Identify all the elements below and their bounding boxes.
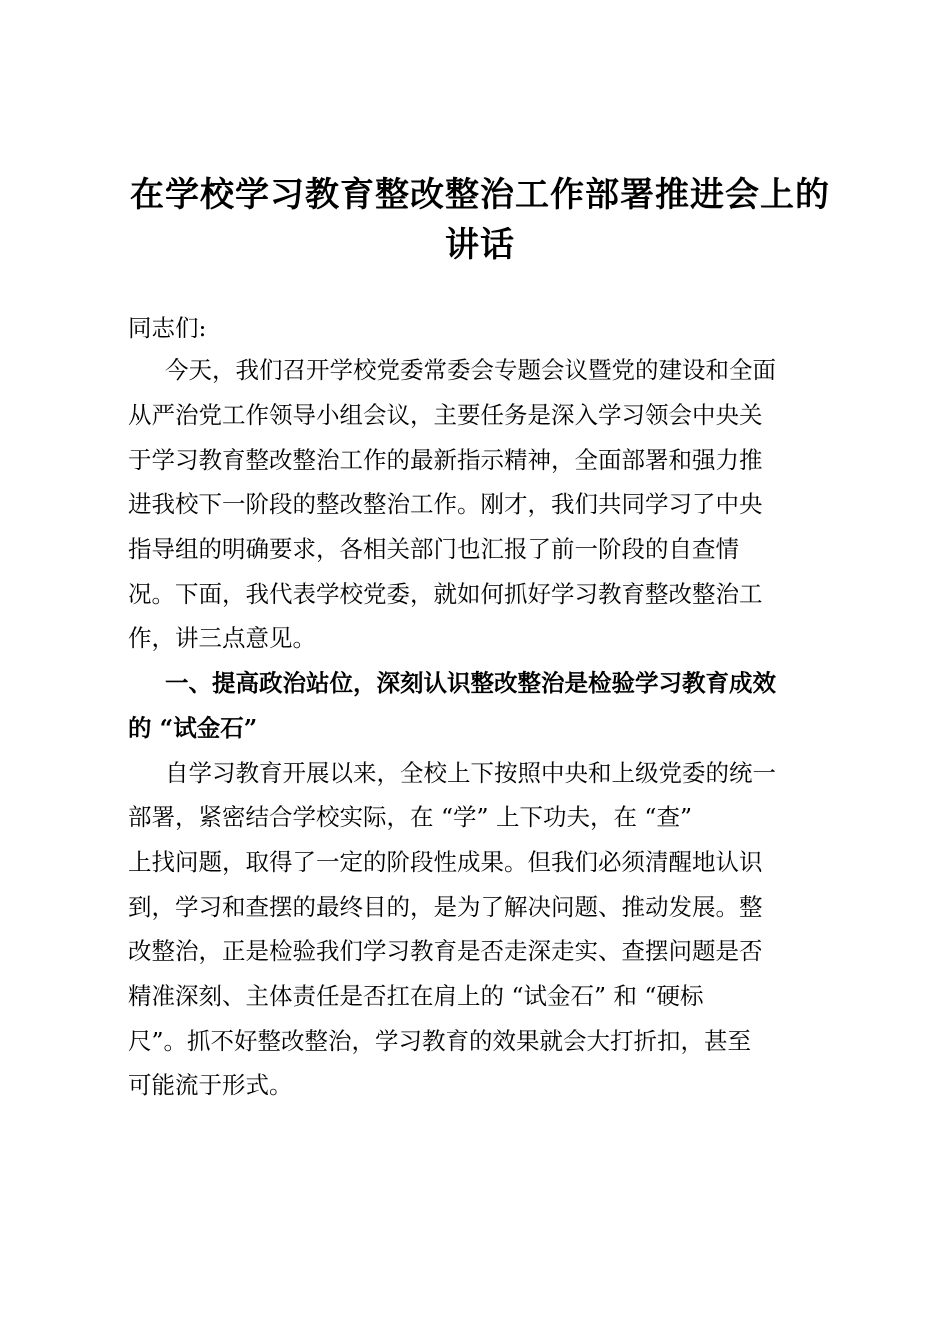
paragraph-2-line: 部署，紧密结合学校实际，在 “学” 上下功夫，在 “查”: [128, 803, 692, 831]
section-heading-line: 的 “试金石”: [128, 714, 258, 742]
section-heading-line: 一、提高政治站位，深刻认识整改整治是检验学习教育成效: [165, 669, 776, 697]
paragraph-2-line: 尺”。抓不好整改整治，学习教育的效果就会大打折扣，甚至: [128, 1027, 752, 1055]
paragraph-1-line: 作，讲三点意见。: [128, 624, 316, 652]
paragraph-1-line: 于学习教育整改整治工作的最新指示精神，全面部署和强力推: [128, 446, 763, 474]
title-line-1: 在学校学习教育整改整治工作部署推进会上的: [130, 175, 830, 215]
title-line-2: 讲话: [445, 225, 515, 265]
salutation: 同志们:: [128, 314, 207, 342]
paragraph-2-line: 改整治，正是检验我们学习教育是否走深走实、查摆问题是否: [128, 937, 763, 965]
paragraph-2-line: 精准深刻、主体责任是否扛在肩上的 “试金石” 和 “硬标: [128, 982, 704, 1010]
document-title: [120, 170, 840, 270]
paragraph-2-line: 上找问题，取得了一定的阶段性成果。但我们必须清醒地认识: [128, 848, 763, 876]
paragraph-1-line: 进我校下一阶段的整改整治工作。刚才，我们共同学习了中央: [128, 490, 763, 518]
paragraph-1-line: 指导组的明确要求，各相关部门也汇报了前一阶段的自查情: [128, 535, 739, 563]
paragraph-1-line: 今天，我们召开学校党委常委会专题会议暨党的建设和全面: [165, 356, 776, 384]
paragraph-2-line: 可能流于形式。: [128, 1071, 293, 1099]
paragraph-1-line: 从严治党工作领导小组会议，主要任务是深入学习领会中央关: [128, 401, 763, 429]
paragraph-2-line: 自学习教育开展以来，全校上下按照中央和上级党委的统一: [165, 759, 776, 787]
paragraph-1-line: 况。下面，我代表学校党委，就如何抓好学习教育整改整治工: [128, 580, 763, 608]
paragraph-2-line: 到，学习和查摆的最终目的，是为了解决问题、推动发展。整: [128, 893, 763, 921]
